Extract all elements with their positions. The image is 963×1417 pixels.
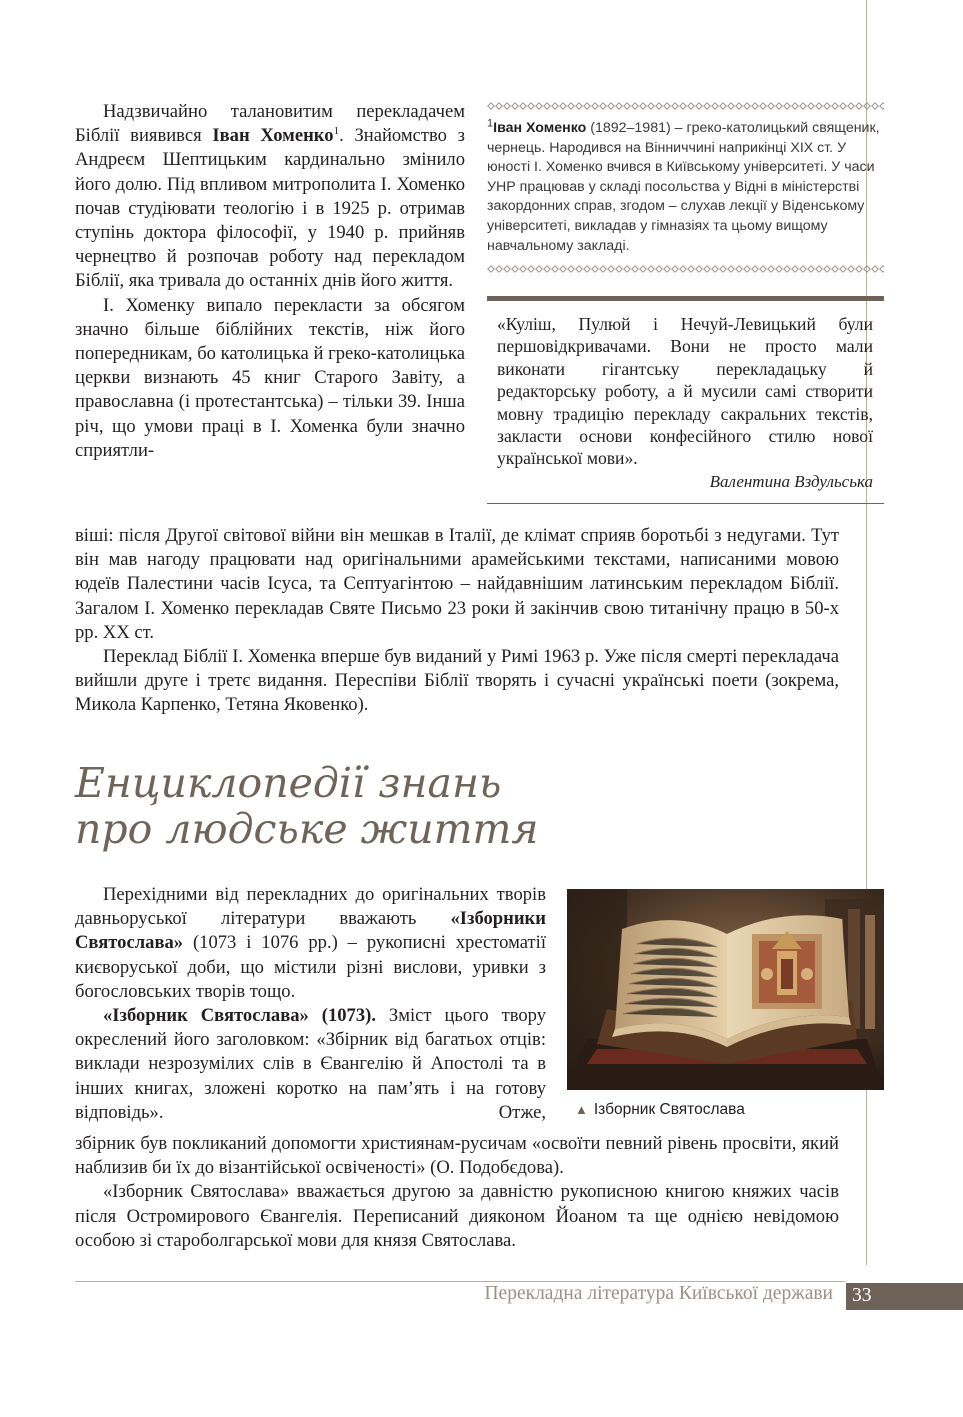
quote-text: «Куліш, Пулюй і Нечуй-Левицький були першовідкривачами. Вони не просто мали виконати гігантську перекладацьку й редакторську роботу, а й мусили самі створити мовну традицію перекладу сакральних текстів, закласти основи конфесійного стилю нової української мови». (497, 314, 873, 469)
ornament-divider (487, 265, 884, 273)
page-number-box (846, 1283, 963, 1310)
main-text-wide-1 (75, 524, 839, 718)
footnote-ref[interactable]: 1 (333, 125, 340, 138)
footnote: $^1$Іван Хоменко (1892–1981) – греко-католицький священик, чернець. Народився на Вінниччині наприкінці XIX ст. У юності І. Хоменко вчився в Київському університеті. У часи УНР працював у складі посольства у Відні в міністерстві закордонних справ, згодом – слухав лекції у Віденському університеті, викладав у гімназіях та цьому вищому навчальному закладі. (487, 117, 880, 254)
paragraph-continuation: віші: після Другої світової війни він мешкав в Італії, де клімат сприяв боротьбі з недугами. Тут він мав нагоду працювати над оригінальними арамейськими текстами, написаними мовою юдеїв Палестини часів Ісуса, та Септуагінтою – найдавнішим латинським перекладом Біблії. Загалом І. Хоменко перекладав Святе Письмо 23 роки й закінчив свою титанічну працю в 50-х рр. XX ст. (75, 525, 839, 643)
paragraph: Переклад Біблії І. Хоменка вперше був виданий у Римі 1963 р. Уже після смерті перекладача вийшли друге і третє видання. Переспіви Біблії творять і сучасні українські поети (зокрема, Микола Карпенко, Тетяна Яковенко). (75, 646, 839, 716)
quote-author: Валентина Вздульська (709, 472, 873, 491)
paragraph-continuation: збірник був покликаний допомогти християнам-русичам «освоїти певний рівень просвіти, який наблизив би їх до візантійської освіченості» (О. Подобєдова). (75, 1133, 839, 1179)
paragraph: «Ізборник Святослава» (1073). Зміст цього твору окреслений його заголовком: «Збірник від багатьох отців: виклади незрозумілих слів в Євангелію й Апостолі та в інших книгах, зложені коротко на пам’ять і на готову відповідь». Отже, (75, 1005, 547, 1123)
footer-rule (75, 1281, 845, 1282)
diamond-pattern (487, 102, 884, 110)
paragraph: І. Хоменку випало перекласти за обсягом значно більше біблійних текстів, ніж його попередникам, бо католицька й греко-католицька церкви визнають 45 книг Старого Завіту, а православна (і протестантська) – тільки 39. Інша річ, що умови праці в І. Хоменка були значно сприятли- (75, 294, 465, 461)
izbornyk-photo (567, 889, 884, 1090)
footnote-name: Іван Хоменко (493, 120, 587, 136)
running-footer-title: Перекладна література Київської держави (484, 1283, 833, 1304)
paragraph: Перехідними від перекладних до оригінальних творів давньоруської літератури вважають «Ізборники Святослава» (1073 і 1076 рр.) – рукописні хрестоматії києворуської доби, що містили різні вислови, уривки з богословських творів тощо. (75, 884, 546, 1002)
photo-caption: ▲ Ізборник Святослава (575, 1101, 745, 1118)
diamond-pattern (487, 265, 884, 273)
main-text-column-1 (75, 100, 465, 463)
main-text-column-2 (75, 883, 546, 1125)
section-heading: Енциклопедії знань про людське життя (75, 759, 539, 853)
name-bold: Іван Хоменко (212, 125, 334, 147)
paragraph: Надзвичайно талановитим перекладачем Біблії виявився Іван Хоменко$^1$. Знайомство з Андреєм Шептицьким кардинально змінило його долю. Під впливом митрополита І. Хоменко почав студіювати теологію і в 1925 р. отримав ступінь доктора філософії, у 1940 р. прийняв чернецтво й розпочав роботу над перекладом Біблії, яка тривала до останніх днів його життя. (75, 101, 465, 292)
manuscript-illustration (567, 889, 884, 1090)
main-text-wide-2 (75, 1132, 839, 1253)
triangle-up-icon: ▲ (575, 1102, 588, 1117)
quote-bottom-rule (487, 503, 884, 504)
ornament-divider (487, 102, 884, 110)
paragraph: «Ізборник Святослава» вважається другою за давністю рукописною книгою княжих часів після Остромирового Євангелія. Переписаний дияконом Йоаном та ще однією невідомою особою зі староболгарської мови для князя Святослава. (75, 1181, 839, 1251)
page-number: 33 (852, 1285, 872, 1306)
quote-top-bar (487, 296, 884, 301)
